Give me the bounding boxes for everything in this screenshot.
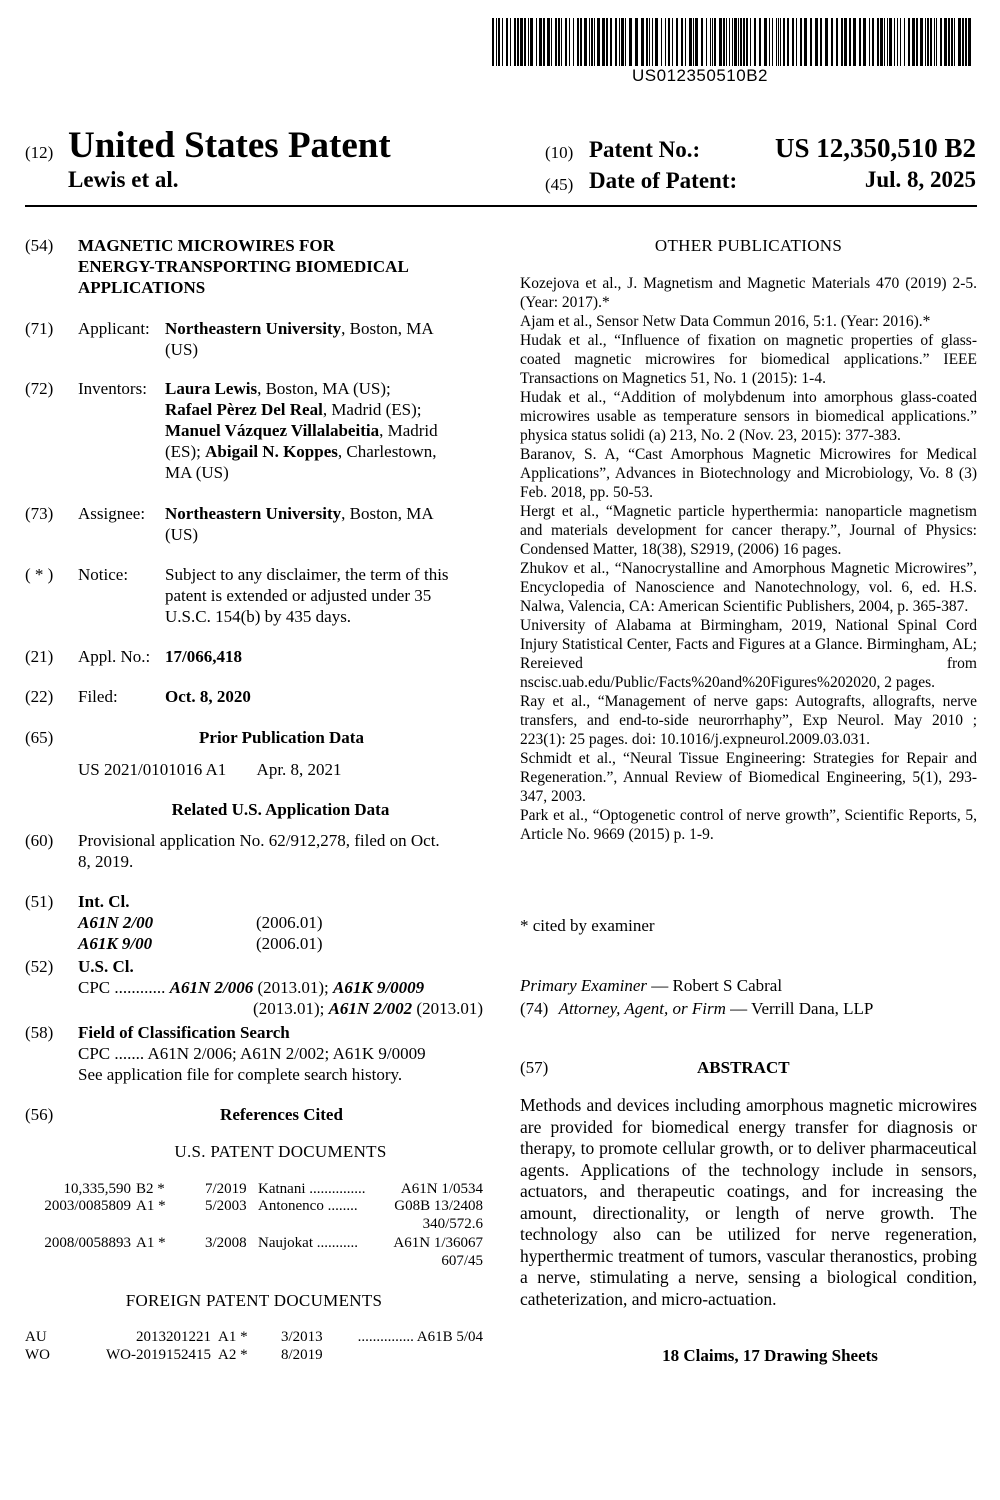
inventors-section (25, 378, 485, 483)
barcode-bar (792, 18, 794, 66)
field-search-label: Field of Classification Search (78, 1023, 290, 1042)
attorney-label: Attorney, Agent, or Firm (558, 999, 726, 1018)
ref-number: 2013201221 (136, 1329, 211, 1345)
inventor-short: Lewis et al. (68, 167, 179, 192)
barcode-bar (783, 18, 785, 66)
barcode-bar (872, 18, 874, 66)
ref-country: AU (25, 1329, 47, 1345)
abstract-text: Methods and devices including amorphous magnetic microwires are provided for biomedical energy transfer for diagnosis or therapy, to promote cellular growth, or to deliver pharmaceutical agents. Applications of the technology include in sensors, actuators, and therapeutic coatings, and for increasing the amount, directionality, or length of nerve growth. The technology also can be utilized for nerve regeneration, hyperthermic treatment of tumors, vascular theranostics, probing a nerve, stimulating a nerve, sensing a biological condition, catheterization, and micro-actuation. (520, 1095, 977, 1309)
barcode-bar (754, 18, 756, 66)
ref-name: Antonenco ........ (258, 1198, 358, 1214)
barcode-bar (778, 18, 779, 66)
inid-code-10: (10) (545, 143, 574, 162)
cpc-date: (2013.01); (253, 999, 329, 1018)
barcode-bar (889, 18, 892, 66)
barcode-bar (853, 18, 856, 66)
barcode-bar (520, 18, 523, 66)
notice-text (165, 564, 485, 627)
inventor-location: (ES); (165, 442, 206, 461)
barcode-bar (804, 18, 807, 66)
primary-examiner (520, 975, 977, 996)
barcode-bar (954, 18, 955, 66)
barcode-bar (621, 18, 624, 66)
barcode-bar (615, 18, 617, 66)
barcode-bar (800, 18, 802, 66)
notice-line: patent is extended or adjusted under 35 (165, 586, 432, 605)
us-cl-label: U.S. Cl. (78, 957, 134, 976)
inventor-location: MA (US) (165, 463, 229, 482)
barcode-bar (641, 18, 644, 66)
abstract-header (520, 1057, 977, 1078)
barcode-bar (695, 18, 698, 66)
field-search-cpc: CPC ....... A61N 2/006; A61N 2/002; A61K 9/0009 (78, 1044, 426, 1063)
barcode-bar (877, 18, 879, 66)
barcode-bar (869, 18, 870, 66)
applicant-label: Applicant: (78, 319, 150, 338)
int-cl-class: A61K 9/00 (78, 934, 153, 953)
inventors-list (165, 378, 485, 483)
prior-publication-date: Apr. 8, 2021 (256, 760, 342, 779)
barcode-bar (524, 18, 526, 66)
ref-number: 10,335,590 (63, 1181, 131, 1197)
ref-class-secondary: 607/45 (441, 1253, 483, 1269)
cpc-date: (2013.01); (253, 978, 334, 997)
inid-code-65: (65) (25, 728, 54, 747)
barcode-bar (584, 18, 587, 66)
int-cl-date: (2006.01) (256, 934, 323, 953)
inventor-name: Laura Lewis (165, 379, 258, 398)
barcode-bar (968, 18, 971, 66)
barcode-bar (900, 18, 901, 66)
publication-entry: Hergt et al., “Magnetic particle hyperthermia: nanoparticle magnetism and materials development for cancer therapy.”, Journal of Physics: Condensed Matter, 18(38), S2919, (2006) 16 pages. (520, 503, 977, 558)
barcode-bar (831, 18, 833, 66)
ref-class: A61N 1/0534 (400, 1181, 483, 1197)
inid-code-58: (58) (25, 1023, 54, 1042)
barcode-bar (863, 18, 866, 66)
filed-label: Filed: (78, 687, 118, 706)
other-publications-heading: OTHER PUBLICATIONS (654, 236, 843, 255)
barcode-bar (920, 18, 923, 66)
inid-code-57: (57) (520, 1058, 549, 1077)
cpc-class: A61K 9/0009 (333, 978, 425, 997)
barcode-bar (551, 18, 552, 66)
assignee-section (25, 503, 485, 545)
barcode-bar (820, 18, 822, 66)
barcode-bar (769, 18, 770, 66)
barcode-bar (796, 18, 797, 66)
us-patent-docs-heading: U.S. PATENT DOCUMENTS (174, 1142, 387, 1161)
barcode-number: US012350510B2 (632, 66, 769, 85)
barcode-bar (597, 18, 600, 66)
inventor-name: Abigail N. Koppes (205, 442, 338, 461)
ref-date: 8/2019 (281, 1347, 323, 1363)
cpc-prefix: CPC ............ (78, 978, 170, 997)
barcode-bar (930, 18, 932, 66)
barcode-bar (555, 18, 557, 66)
inid-code-56: (56) (25, 1105, 54, 1124)
int-cl-date: (2006.01) (256, 913, 323, 932)
ref-date: 5/2003 (205, 1198, 247, 1214)
barcode-bar (710, 18, 711, 66)
barcode-bar (665, 18, 666, 66)
inid-code-21: (21) (25, 647, 54, 666)
field-search-note: See application file for complete search history. (78, 1065, 403, 1084)
inventor-location: , Charlestown, (337, 442, 437, 461)
inid-code-52: (52) (25, 957, 54, 976)
barcode-bar (897, 18, 898, 66)
barcode-bar (580, 18, 582, 66)
barcode-bar (539, 18, 542, 66)
ref-name: Naujokat ........... (258, 1235, 358, 1251)
int-cl-class: A61N 2/00 (78, 913, 154, 932)
barcode-bar (510, 18, 511, 66)
barcode-bar (849, 18, 851, 66)
barcode-bar (772, 18, 773, 66)
ref-kind: B2 * (136, 1181, 165, 1197)
publication-entry: Baranov, S. A, “Cast Amorphous Magnetic Microwires for Medical Applications”, Advances in Biotechnology and Microbiology, Vo. 8 (3) Feb. 2018, pp. 50-53. (520, 446, 977, 501)
barcode-bar (646, 18, 648, 66)
invention-title-line: ENERGY-TRANSPORTING BIOMEDICAL (78, 257, 409, 276)
other-publications-list (520, 274, 977, 844)
prior-publication-number: US 2021/0101016 A1 (78, 760, 227, 779)
applicant-country: (US) (165, 340, 199, 359)
ref-class: A61N 1/36067 (393, 1235, 483, 1251)
inid-code-72: (72) (25, 379, 54, 398)
barcode-bar (904, 18, 905, 66)
assignee-name: Northeastern University (165, 504, 342, 523)
barcode-bar (887, 18, 888, 66)
barcode-bar (496, 18, 497, 66)
related-heading: Related U.S. Application Data (171, 800, 390, 819)
barcode-bar (498, 18, 500, 66)
applicant-name: Northeastern University (165, 319, 342, 338)
barcode-bar (635, 18, 638, 66)
barcode-bar (836, 18, 838, 66)
notice-line: U.S.C. 154(b) by 435 days. (165, 607, 352, 626)
barcode-bar (706, 18, 707, 66)
cpc-class: A61N 2/006 (169, 978, 254, 997)
barcode-bar (732, 18, 733, 66)
barcode-bar (536, 18, 537, 66)
publication-entry: Zhukov et al., “Nanocrystalline and Amorphous Magnetic Microwires”, Encyclopedia of Nanoscience and Nanotechnology, vol. 6, ed. H.S. Nalwa, Valencia, CA: American Scientific Publishers, 2004, p. 365-387. (520, 560, 977, 615)
barcode-bar (591, 18, 593, 66)
notice-section (25, 564, 485, 627)
applicant-value (165, 318, 485, 360)
barcode-bar (844, 18, 847, 66)
barcode-bar (746, 18, 748, 66)
barcode-bar (543, 18, 545, 66)
inventors-label: Inventors: (78, 379, 147, 398)
publication-entry: Hudak et al., “Influence of fixation on magnetic properties of glass-coated magnetic microwires for biomedical applications.” IEEE Transactions on Magnetics 51, No. 1 (2015): 1-4. (520, 332, 977, 387)
barcode-bar (750, 18, 751, 66)
barcode-bar (655, 18, 658, 66)
inventor-location: , Madrid (ES); (322, 400, 422, 419)
barcode-bar (841, 18, 843, 66)
publication-entry: Ajam et al., Sensor Netw Data Commun 2016, 5:1. (Year: 2016).* (520, 313, 931, 330)
us-cl-body (78, 956, 485, 1019)
barcode-bar (561, 18, 562, 66)
field-search-body (78, 1022, 485, 1085)
barcode-bar (965, 18, 967, 66)
assignee-label: Assignee: (78, 504, 146, 523)
us-cl-section (25, 956, 485, 1019)
notice-line: Subject to any disclaimer, the term of this (165, 565, 449, 584)
barcode-bar (619, 18, 620, 66)
inventor-location: , Boston, MA (US); (257, 379, 391, 398)
date-of-patent: Jul. 8, 2025 (864, 167, 976, 192)
field-search-section (25, 1022, 485, 1085)
barcode-bar (547, 18, 550, 66)
barcode-bar (649, 18, 650, 66)
barcode-bar (776, 18, 777, 66)
publication-entry: Ray et al., “Management of nerve gaps: Autografts, allografts, nerve transfers, and end-to-side neurorrhaphy”, Exp Neurol. May 2010 ; 223(1): 25 pages. doi: 10.1016/j.expneurol.2009.03.031. (520, 693, 977, 748)
barcode-bar (934, 18, 935, 66)
cpc-class: A61N 2/002 (328, 999, 413, 1018)
barcode-bar (602, 18, 605, 66)
ref-class: G08B 13/2408 (394, 1198, 483, 1214)
assignee-value (165, 503, 485, 545)
barcode-bar (681, 18, 683, 66)
barcode-bar (859, 18, 861, 66)
barcode-bar (530, 18, 533, 66)
inid-code-22: (22) (25, 687, 54, 706)
related-line: 8, 2019. (78, 852, 134, 871)
barcode-bar (629, 18, 632, 66)
related-section (25, 830, 485, 872)
barcode-bar (693, 18, 694, 66)
barcode-bar (594, 18, 595, 66)
references-section (25, 1104, 485, 1125)
barcode-bar (577, 18, 579, 66)
assignee-country: (US) (165, 525, 199, 544)
barcode-bar (940, 18, 942, 66)
barcode-bar (589, 18, 590, 66)
barcode-bar (676, 18, 678, 66)
barcode-bar (517, 18, 519, 66)
document-type-title: United States Patent (68, 125, 391, 166)
barcode-bar (726, 18, 727, 66)
barcode-bar (884, 18, 885, 66)
ref-country: WO (25, 1347, 50, 1363)
inid-code-12: (12) (25, 143, 54, 162)
invention-title-line: APPLICATIONS (78, 278, 206, 297)
invention-title (78, 235, 485, 298)
barcode-bar (729, 18, 730, 66)
inid-code-60: (60) (25, 831, 54, 850)
barcode-bar (810, 18, 812, 66)
barcode-bar (573, 18, 574, 66)
int-cl-label: Int. Cl. (78, 892, 130, 911)
claims-summary: 18 Claims, 17 Drawing Sheets (662, 1346, 878, 1365)
barcode-bar (672, 18, 673, 66)
primary-examiner-label: Primary Examiner (520, 976, 648, 995)
cited-by-examiner: * cited by examiner (520, 916, 655, 935)
barcode-bar (962, 18, 964, 66)
barcode-bar (723, 18, 725, 66)
publication-entry: Kozejova et al., J. Magnetism and Magnetic Materials 470 (2019) 2-5. (Year: 2017).* (520, 275, 977, 311)
ref-date: 3/2008 (205, 1235, 247, 1251)
inventor-location: , Madrid (379, 421, 438, 440)
barcode-bar (738, 18, 739, 66)
barcode-bar (528, 18, 529, 66)
barcode (492, 18, 975, 66)
title-section (25, 235, 485, 298)
header-rule (25, 205, 977, 207)
barcode-bar (734, 18, 737, 66)
barcode-bar (936, 18, 937, 66)
inid-code-51: (51) (25, 892, 54, 911)
barcode-bar (606, 18, 608, 66)
barcode-bar (514, 18, 516, 66)
ref-date: 7/2019 (205, 1181, 247, 1197)
filed-value: Oct. 8, 2020 (165, 687, 251, 706)
ref-name: Katnani ............... (258, 1181, 366, 1197)
inid-code-45: (45) (545, 175, 574, 194)
ref-kind: A1 * (136, 1198, 166, 1214)
patent-no-label: Patent No.: (589, 137, 701, 162)
barcode-bar (492, 18, 494, 66)
ref-date: 3/2013 (281, 1329, 323, 1345)
barcode-bar (787, 18, 789, 66)
barcode-bar (815, 18, 818, 66)
attorney (520, 998, 977, 1019)
barcode-bar (714, 18, 716, 66)
attorney-name: — Verrill Dana, LLP (725, 999, 874, 1018)
barcode-bar (719, 18, 722, 66)
barcode-bar (958, 18, 961, 66)
references-heading: References Cited (220, 1105, 343, 1124)
barcode-bar (925, 18, 926, 66)
inid-code-notice: ( * ) (25, 565, 54, 584)
ref-class: ............... A61B 5/04 (357, 1329, 483, 1345)
inid-code-71: (71) (25, 319, 54, 338)
barcode-bar (668, 18, 670, 66)
barcode-bar (565, 18, 567, 66)
invention-title-line: MAGNETIC MICROWIRES FOR (78, 236, 335, 255)
barcode-bar (558, 18, 560, 66)
barcode-bar (944, 18, 947, 66)
barcode-bar (569, 18, 570, 66)
foreign-patent-docs-heading: FOREIGN PATENT DOCUMENTS (125, 1291, 383, 1310)
ref-kind: A2 * (218, 1347, 248, 1363)
primary-examiner-name: — Robert S Cabral (647, 976, 783, 995)
related-text (78, 830, 485, 872)
barcode-bar (740, 18, 742, 66)
int-cl-body (78, 891, 485, 954)
barcode-bar (689, 18, 692, 66)
related-line: Provisional application No. 62/912,278, filed on Oct. (78, 831, 440, 850)
inid-code-74: (74) (520, 999, 549, 1018)
barcode-bar (912, 18, 915, 66)
inventor-name: Manuel Vázquez Villalabeitia (165, 421, 380, 440)
publication-entry: Park et al., “Optogenetic control of nerve growth”, Scientific Reports, 5, Article No. 9669 (2015) p. 1-9. (520, 807, 977, 843)
barcode-bar (880, 18, 883, 66)
barcode-bar (927, 18, 929, 66)
barcode-bar (948, 18, 950, 66)
barcode-bar (743, 18, 745, 66)
appl-no-label: Appl. No.: (78, 647, 151, 666)
notice-label: Notice: (78, 565, 129, 584)
barcode-bar (825, 18, 828, 66)
barcode-bar (916, 18, 918, 66)
ref-kind: A1 * (136, 1235, 166, 1251)
ref-number: 2008/0058893 (44, 1235, 131, 1251)
barcode-bar (502, 18, 503, 66)
barcode-bar (625, 18, 626, 66)
ref-number: 2003/0085809 (44, 1198, 131, 1214)
abstract-heading: ABSTRACT (697, 1058, 790, 1077)
prior-publication-section (25, 727, 485, 780)
prior-publication-entry (78, 759, 485, 780)
inid-code-73: (73) (25, 504, 54, 523)
inid-code-54: (54) (25, 236, 54, 255)
publication-entry: University of Alabama at Birmingham, 2019, National Spinal Cord Injury Statistical Center, Facts and Figures at a Glance. Birmingham, AL; Rereieved from nscisc.uab.edu/Public/Facts%20and%20Figures%202020, 2 pages. (520, 617, 977, 691)
barcode-bar (661, 18, 662, 66)
applicant-location: , Boston, MA (341, 319, 434, 338)
barcode-bar (610, 18, 612, 66)
ref-number: WO-2019152415 (106, 1347, 211, 1363)
barcode-bar (780, 18, 781, 66)
date-of-patent-label: Date of Patent: (589, 168, 738, 193)
ref-kind: A1 * (218, 1329, 248, 1345)
ref-class-secondary: 340/572.6 (422, 1216, 483, 1232)
patent-number: US 12,350,510 B2 (774, 133, 976, 163)
cpc-date: (2013.01) (412, 999, 483, 1018)
prior-publication-heading: Prior Publication Data (199, 728, 364, 747)
barcode-bar (712, 18, 713, 66)
publication-entry: Schmidt et al., “Neural Tissue Engineering: Strategies for Repair and Regeneration.”, Annual Review of Biomedical Engineering, 5(1), 293-347, 2003. (520, 750, 977, 805)
barcode-bar (759, 18, 761, 66)
barcode-bar (908, 18, 910, 66)
barcode-bar (685, 18, 686, 66)
barcode-bar (764, 18, 767, 66)
barcode-bar (701, 18, 703, 66)
barcode-bar (951, 18, 953, 66)
barcode-bar (894, 18, 895, 66)
publication-entry: Hudak et al., “Addition of molybdenum into amorphous glass-coated microwires usable as temperature sensors in biomedical applications.” physica status solidi (a) 213, No. 2 (Nov. 23, 2015): 377-383. (520, 389, 977, 444)
inventor-name: Rafael Pèrez Del Real (165, 400, 323, 419)
applicant-section (25, 318, 485, 360)
assignee-location: , Boston, MA (341, 504, 434, 523)
appl-no-value: 17/066,418 (165, 647, 242, 666)
barcode-bar (506, 18, 508, 66)
barcode-bar (652, 18, 653, 66)
int-cl-section (25, 891, 485, 954)
